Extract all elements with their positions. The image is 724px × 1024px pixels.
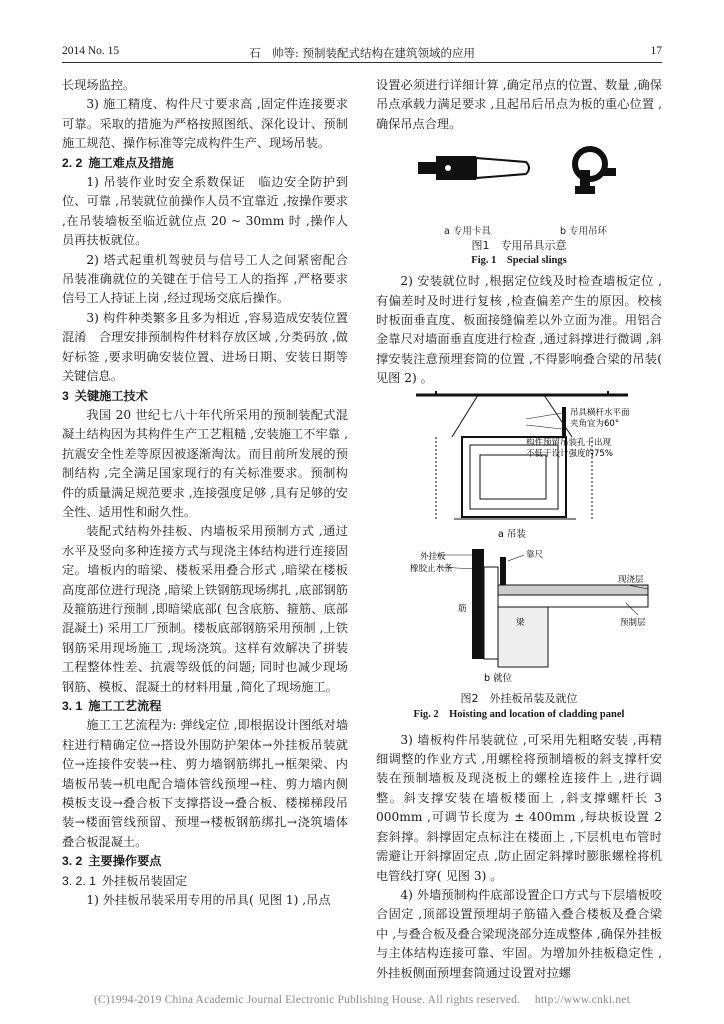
special-slings-drawing <box>376 134 662 222</box>
paragraph: 长现场监控。 <box>62 78 136 92</box>
copyright-footer: (C)1994-2019 China Academic Journal Electronic Publishing House. All rights reserved. http://www.cnki.net <box>94 994 630 1006</box>
hoisting-diagram <box>416 391 630 540</box>
section-heading: 3. 1 施工工艺流程 <box>62 699 162 713</box>
page-header <box>62 40 662 63</box>
section-heading: 3. 2 主要操作要点 <box>62 854 162 869</box>
figure-2-caption: 图2 外挂板吊装及就位 <box>460 691 578 705</box>
paragraph: 3) 墙板构件吊装就位 ,可采用先粗略安装 ,再精细调整的作业方式 ,用螺栓将预制墙板的斜支撑杆安装在预制墙板及现浇板上的螺栓连接件上 ,进行调整。斜支撑安装在墙板楼面上 ,斜支撑螺杆长 3 000mm ,可调节长度为 ± 400mm ,每块板设置 2 套斜撑。斜撑固定点标注在楼面上 ,下层机电布管时需避让开斜撑固定点 ,防止固定斜撑时膨胀螺栓将机电管线打穿( 见图 3) 。 <box>376 732 662 883</box>
figure-1b-label: b 专用吊环 <box>560 226 608 238</box>
running-title: 石 帅等: 预制装配式结构在建筑领域的应用 <box>248 46 476 60</box>
paragraph: 3) 构件种类繁多且多为相近 ,容易造成安装位置混淆 合理安排预制构件材料存放区域 ,分类码放 ,做好标签 ,要求明确安装位置、进场日期、安装日期等关键信息。 <box>62 310 348 384</box>
paragraph: 2) 安装就位时 ,根据定位线及时检查墙板定位 ,有偏差时及时进行复核 ,检查偏差产生的原因。校核时板面垂直度、板面接缝偏差以外立面为准。用铝合金靠尺对墙面垂直度进行检查 ,通过斜撑进行微调 ,斜撑安装注意预埋套筒的位置 ,不得影响叠合梁的吊装( 见图 2) 。 <box>376 274 662 386</box>
label-ruler: 靠尺 <box>526 549 544 560</box>
location-diagram <box>410 549 648 684</box>
section-heading: 2. 2 施工难点及措施 <box>62 155 174 170</box>
label-bar: 筋 <box>458 603 467 614</box>
paragraph: 2) 塔式起重机驾驶员与信号工人之间紧密配合 吊装准确就位的关键在于信号工人的指挥 ,严格要求信号工人持证上岗 ,经过现场交底后操作。 <box>62 252 361 306</box>
subsection-heading: 3. 2. 1 外挂板吊装固定 <box>62 873 188 888</box>
hoisting-note-1: 吊具横杆水平面 <box>570 407 630 418</box>
figure-1 <box>376 134 662 266</box>
label-cladding: 外挂板 <box>420 551 446 562</box>
hoisting-note-4: 不低于设计强度的75% <box>526 448 613 459</box>
label-rubber-strip: 橡胶止水条 <box>410 563 453 574</box>
paragraph: 施工工艺流程为: 弹线定位 ,即根据设计图纸对墙柱进行精确定位→搭设外围防护架体→外挂板吊装就位→连接件安装→柱、剪力墙钢筋绑扎→框架梁、内墙板吊装→机电配合墙体管线预埋→柱、剪力墙内侧模板支设→叠合板下支撑搭设→叠合板、楼梯梯段吊装→楼面管线预留、预埋→楼板钢筋绑扎→浇筑墙体叠合板混凝土。 <box>62 718 348 849</box>
paragraph: 设置必须进行详细计算 ,确定吊点的位置、数量 ,确保吊点承载力满足要求 ,且起吊后吊点为板的重心位置 ,确保吊点合理。 <box>376 78 662 131</box>
hoisting-note-2: 夹角宜为60° <box>570 418 620 429</box>
paragraph: 1) 吊装作业时安全系数保证 临边安全防护到位、可靠 ,吊装就位前操作人员不宜靠近 ,按操作要求 ,在吊装墙板至临近就位点 20 ~ 30mm 时 ,操作人员再扶板就位。 <box>62 175 348 248</box>
journal-issue: 2014 No. 15 <box>62 45 120 57</box>
clamp-icon <box>418 156 529 180</box>
section-heading: 3 关键施工技术 <box>62 388 148 403</box>
figure-1a-label: a 专用卡具 <box>444 226 491 238</box>
left-column <box>62 76 361 910</box>
figure-1-caption-en: Fig. 1 Special slings <box>471 255 567 267</box>
label-topping: 现浇层 <box>618 574 644 585</box>
label-precast-layer: 预制层 <box>620 617 646 628</box>
hoisting-note-3: 构件预留吊装孔十出现 <box>526 437 612 448</box>
cladding-panel-drawing <box>376 389 662 689</box>
lifting-ring-icon <box>575 149 616 194</box>
figure-1-caption: 图1 专用吊具示意 <box>471 239 567 253</box>
label-beam: 梁 <box>516 617 525 628</box>
paragraph: 装配式结构外挂板、内墙板采用预制方式 ,通过水平及竖向多种连接方式与现浇主体结构进行连接固定。墙板内的暗梁、楼板采用叠合形式 ,暗梁在楼板高度部位进行现浇 ,暗梁上铁钢筋现场绑扎 ,底部钢筋及箍筋进行预制 ,即暗梁底部( 包含底筋、箍筋、底部混凝土) 采用工厂预制。楼板底部钢筋采用预制 ,上铁钢筋采用现场施工 ,现场浇筑。这样有效解决了拼装工程整体性差、抗震等级低的问题; 同时也减少现场钢筋、模板、混凝土的材料用量 ,简化了现场施工。 <box>62 524 348 694</box>
paragraph: 1) 外挂板吊装采用专用的吊具( 见图 1) ,吊点 <box>86 893 331 908</box>
right-column <box>376 76 662 983</box>
figure-2-caption-en: Fig. 2 Hoisting and location of cladding panel <box>413 708 625 720</box>
figure-2b-label: b 就位 <box>484 672 513 684</box>
paragraph: 我国 20 世纪七八十年代所采用的预制装配式混凝土结构因为其构件生产工艺粗糙 ,安装施工不牢靠 ,抗震安全性差等原因被逐渐淘汰。而目前所发展的预制结构 ,完全满足国家现行的有关标准要求。预制构件的质量满足规范要求 ,连接强度足够 ,具有足够的安全性、适用性和耐久性。 <box>62 407 348 519</box>
paragraph: 3) 施工精度、构件尺寸要求高 ,固定件连接要求可靠。采取的措施为严格按照图纸、深化设计、预制施工规范、操作标准等完成构件生产、现场吊装。 <box>62 97 348 151</box>
page-number: 17 <box>650 45 662 57</box>
figure-2 <box>376 389 662 725</box>
paragraph: 4) 外墙预制构件底部设置企口方式与下层墙板咬合固定 ,顶部设置预埋胡子筋锚入叠合楼板及叠合梁中 ,与叠合板及叠合梁现浇部分连成整体 ,确保外挂板与主体结构连接可靠、牢固。为增加外挂板稳定性 ,外挂板侧面预埋套筒通过设置对拉螺 <box>376 887 662 980</box>
figure-2a-label: a 吊装 <box>498 528 526 540</box>
